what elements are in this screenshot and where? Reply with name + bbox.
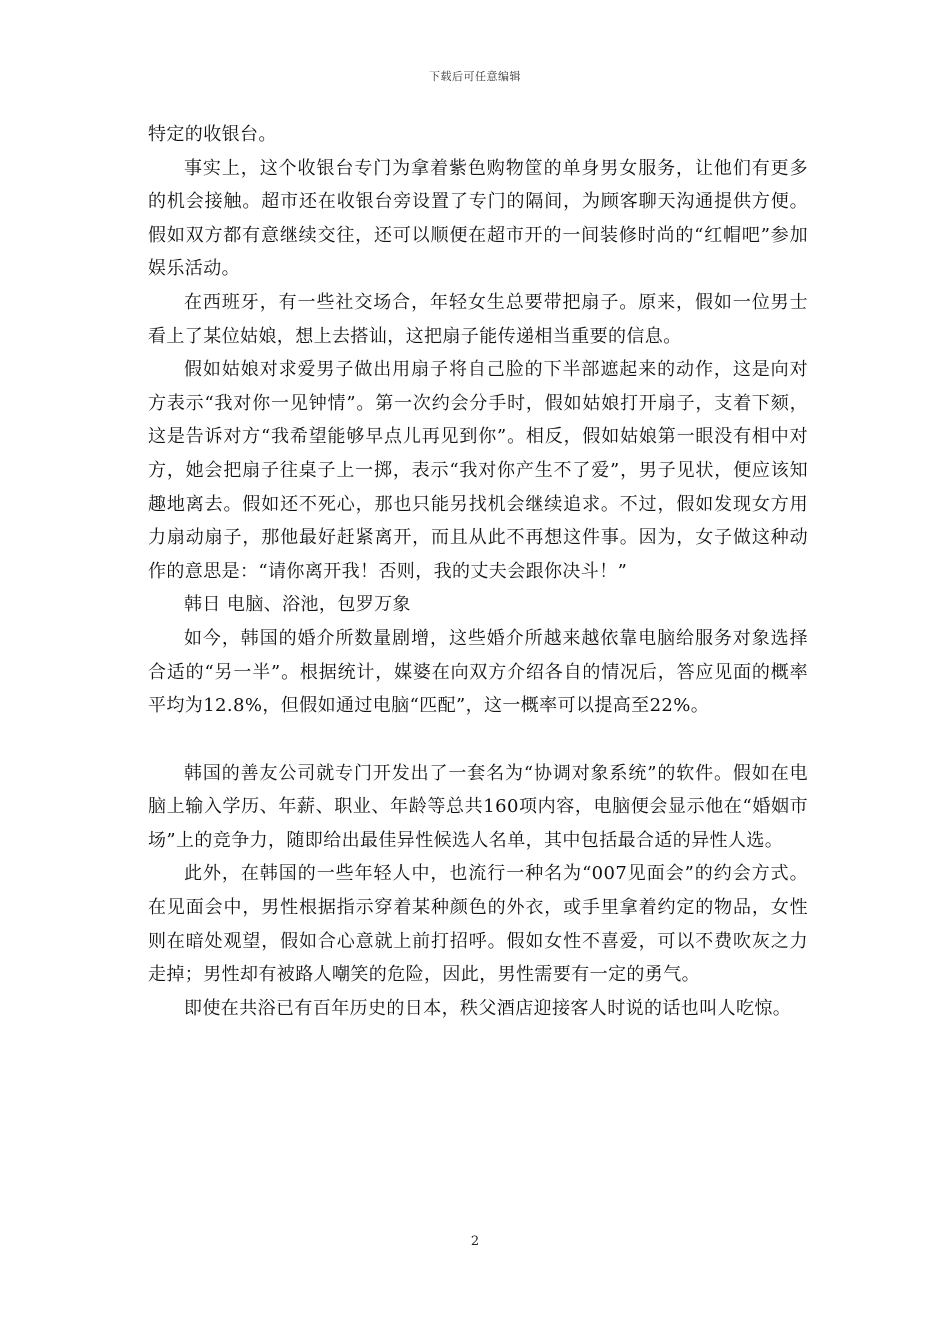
paragraph: 如今，韩国的婚介所数量剧增，这些婚介所越来越依靠电脑给服务对象选择合适的“另一半”。根据统计，媒婆在向双方介绍各自的情况后，答应见面的概率平均为12.8%，但假如通过电脑“匹配”，这一概率可以提高至22%。 xyxy=(148,627,808,717)
body-text xyxy=(148,118,808,1025)
paragraph: 即使在共浴已有百年历史的日本，秩父酒店迎接客人时说的话也叫人吃惊。 xyxy=(184,997,792,1019)
paragraph: 事实上，这个收银台专门为拿着紫色购物筐的单身男女服务，让他们有更多的机会接触。超市还在收银台旁设置了专门的隔间，为顾客聊天沟通提供方便。假如双方都有意继续交往，还可以顺便在超市开的一间装修时尚的“红帽吧”参加娱乐活动。 xyxy=(148,157,808,280)
section-heading: 韩日 电脑、浴池，包罗万象 xyxy=(184,594,411,616)
page-number: 2 xyxy=(470,1234,480,1249)
paragraph: 此外，在韩国的一些年轻人中，也流行一种名为“007见面会”的约会方式。在见面会中，男性根据指示穿着某种颜色的外衣，或手里拿着约定的物品，女性则在暗处观望，假如合心意就上前打招呼。假如女性不喜爱，可以不费吹灰之力走掉；男性却有被路人嘲笑的危险，因此，男性需要有一定的勇气。 xyxy=(148,863,808,986)
paragraph: 韩国的善友公司就专门开发出了一套名为“协调对象系统”的软件。假如在电脑上输入学历、年薪、职业、年龄等总共160项内容，电脑便会显示他在“婚姻市场”上的竞争力，随即给出最佳异性候选人名单，其中包括最合适的异性人选。 xyxy=(148,762,808,851)
page-header: 下载后可任意编辑 xyxy=(429,70,521,83)
paragraph-continuation: 特定的收银台。 xyxy=(148,124,277,145)
paragraph: 假如姑娘对求爱男子做出用扇子将自己脸的下半部遮起来的动作，这是向对方表示“我对你一见钟情”。第一次约会分手时，假如姑娘打开扇子，支着下颏，这是告诉对方“我希望能够早点儿再见到你”。相反，假如姑娘第一眼没有相中对方，她会把扇子往桌子上一掷，表示“我对你产生不了爱”，男子见状，便应该知趣地离去。假如还不死心，那也只能另找机会继续追求。不过，假如发现女方用力扇动扇子，那他最好赶紧离开，而且从此不再想这件事。因为，女子做这种动作的意思是：“请你离开我！否则，我的丈夫会跟你决斗！” xyxy=(148,359,808,582)
paragraph: 在西班牙，有一些社交场合，年轻女生总要带把扇子。原来，假如一位男士看上了某位姑娘，想上去搭讪，这把扇子能传递相当重要的信息。 xyxy=(148,291,808,347)
